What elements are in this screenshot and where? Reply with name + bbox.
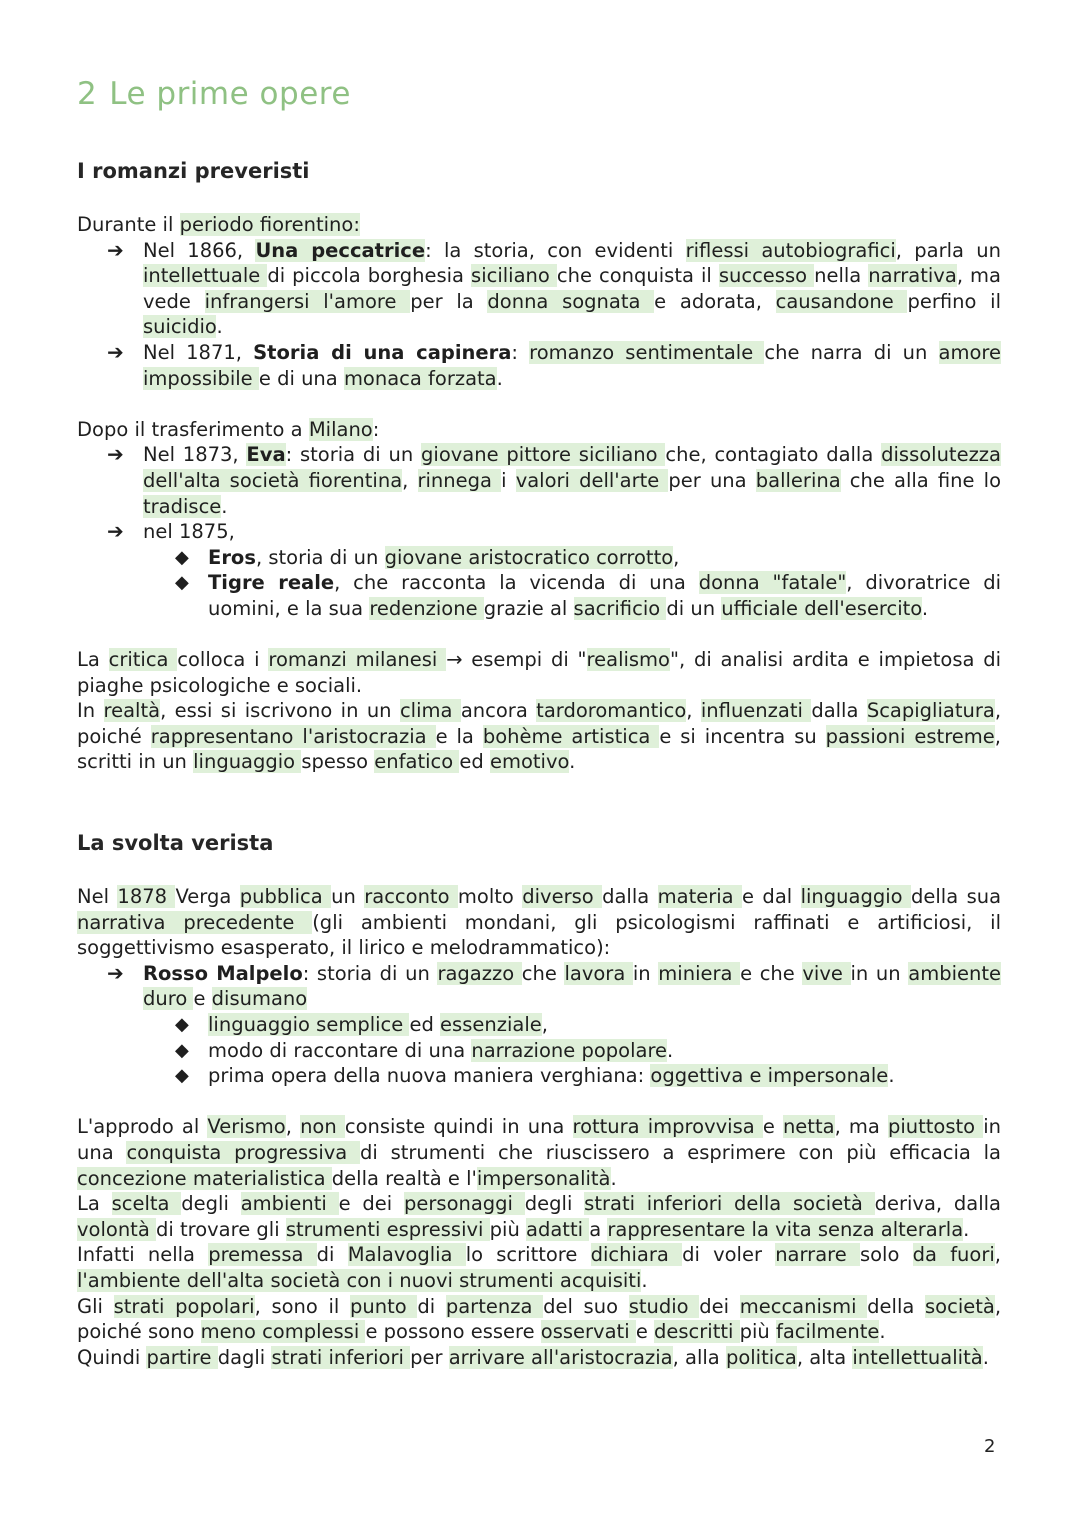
list-item-rosso-malpelo: ➔ Rosso Malpelo: storia di un ragazzo che lavora in miniera e che vive in un ambiente duro e disumano (107, 960, 1001, 1011)
list-item-1871: ➔ Nel 1871, Storia di una capinera: romanzo sentimentale che narra di un amore impossibile e di una monaca forzata. (107, 339, 1001, 390)
paragraph-quindi: Quindi partire dagli strati inferiori per arrivare all'aristocrazia, alla politica, alta intellettualità. (77, 1345, 989, 1369)
diamond-bullet-icon: ◆ (175, 1014, 189, 1036)
paragraph-critica: La critica colloca i romanzi milanesi → esempi di "realismo", di analisi ardita e impietosa di piaghe psicologiche e sociali. (77, 648, 1002, 697)
list-svolta (77, 961, 1001, 1089)
sub-item-eros: ◆ Eros, storia di un giovane aristocratico corrotto, (175, 545, 680, 569)
list-item-1866: ➔ Nel 1866, Una peccatrice: la storia, con evidenti riflessi autobiografici, parla un intellettuale di piccola borghesia siciliano che conquista il successo nella narrativa, ma vede infrangersi l'amore per la donna sognata e adorata, causandone perfino il suicidio. (107, 237, 1002, 339)
intro-milano: Dopo il trasferimento a Milano: (77, 417, 380, 441)
arrow-bullet-icon: ➔ (107, 442, 124, 467)
arrow-bullet-icon: ➔ (107, 339, 124, 364)
paragraph-approdo: L'approdo al Verismo, non consiste quindi in una rottura improvvisa e netta, ma piuttosto in una conquista progressiva di strumenti che riuscissero a esprimere con più efficacia la concezione materialistica della realtà e l'impersonalità. (77, 1115, 1002, 1190)
paragraph-scelta: La scelta degli ambienti e dei personaggi degli strati inferiori della società deriva, dalla volontà di trovare gli strumenti espressivi più adatti a rappresentare la vita senza alterarla. (77, 1192, 1001, 1241)
sub-item-linguaggio: ◆ linguaggio semplice ed essenziale, (175, 1013, 548, 1037)
section-number: 2 (77, 76, 98, 112)
section-title-text: Le prime opere (109, 76, 351, 112)
diamond-bullet-icon: ◆ (175, 572, 189, 594)
sub-item-narrazione: ◆ modo di raccontare di una narrazione popolare. (175, 1038, 674, 1062)
list-item-1875: ➔ nel 1875, (107, 519, 235, 544)
page-content (77, 72, 1001, 1370)
list-fiorentino (77, 238, 1001, 392)
section-title (77, 72, 1001, 116)
diamond-bullet-icon: ◆ (175, 1065, 189, 1087)
paragraph-premessa: Infatti nella premessa di Malavoglia lo scrittore dichiara di voler narrare solo da fuori, l'ambiente dell'alta società con i nuovi strumenti acquisiti. (77, 1243, 1001, 1292)
arrow-bullet-icon: ➔ (107, 237, 124, 262)
paragraph-realta: In realtà, essi si iscrivono in un clima ancora tardoromantico, influenzati dalla Scapigliatura, poiché rappresentano l'aristocrazia e la bohème artistica e si incentra su passioni estreme, scritti in un linguaggio spesso enfatico ed emotivo. (77, 699, 1002, 774)
page-number: 2 (984, 1436, 996, 1457)
list-milano (77, 442, 1001, 621)
arrow-bullet-icon: ➔ (107, 519, 124, 544)
diamond-bullet-icon: ◆ (175, 546, 189, 568)
list-item-1873: ➔ Nel 1873, Eva: storia di un giovane pittore siciliano che, contagiato dalla dissolutezza dell'alta società fiorentina, rinnega i valori dell'arte per una ballerina che alla fine lo tradisce. (107, 442, 1002, 518)
heading-svolta-verista: La svolta verista (77, 831, 274, 856)
sub-item-tigre-reale: ◆ Tigre reale, che racconta la vicenda di una donna "fatale", divoratrice di uomini, e la sua redenzione grazie al sacrificio di un ufficiale dell'esercito. (175, 571, 1001, 620)
sub-item-prima-opera: ◆ prima opera della nuova maniera verghiana: oggettiva e impersonale. (175, 1064, 895, 1088)
heading-preveristi: I romanzi preveristi (77, 159, 310, 183)
arrow-bullet-icon: ➔ (107, 960, 124, 985)
intro-fiorentino: Durante il periodo fiorentino: (77, 213, 360, 236)
paragraph-1878: Nel 1878 Verga pubblica un racconto molto diverso dalla materia e dal linguaggio della sua narrativa precedente (gli ambienti mondani, gli psicologismi raffinati e artificiosi, il soggettivismo esasperato, il lirico e melodrammatico): (77, 885, 1002, 960)
paragraph-strati: Gli strati popolari, sono il punto di partenza del suo studio dei meccanismi della società, poiché sono meno complessi e possono essere osservati e descritti più facilmente. (77, 1294, 1002, 1344)
diamond-bullet-icon: ◆ (175, 1039, 189, 1061)
